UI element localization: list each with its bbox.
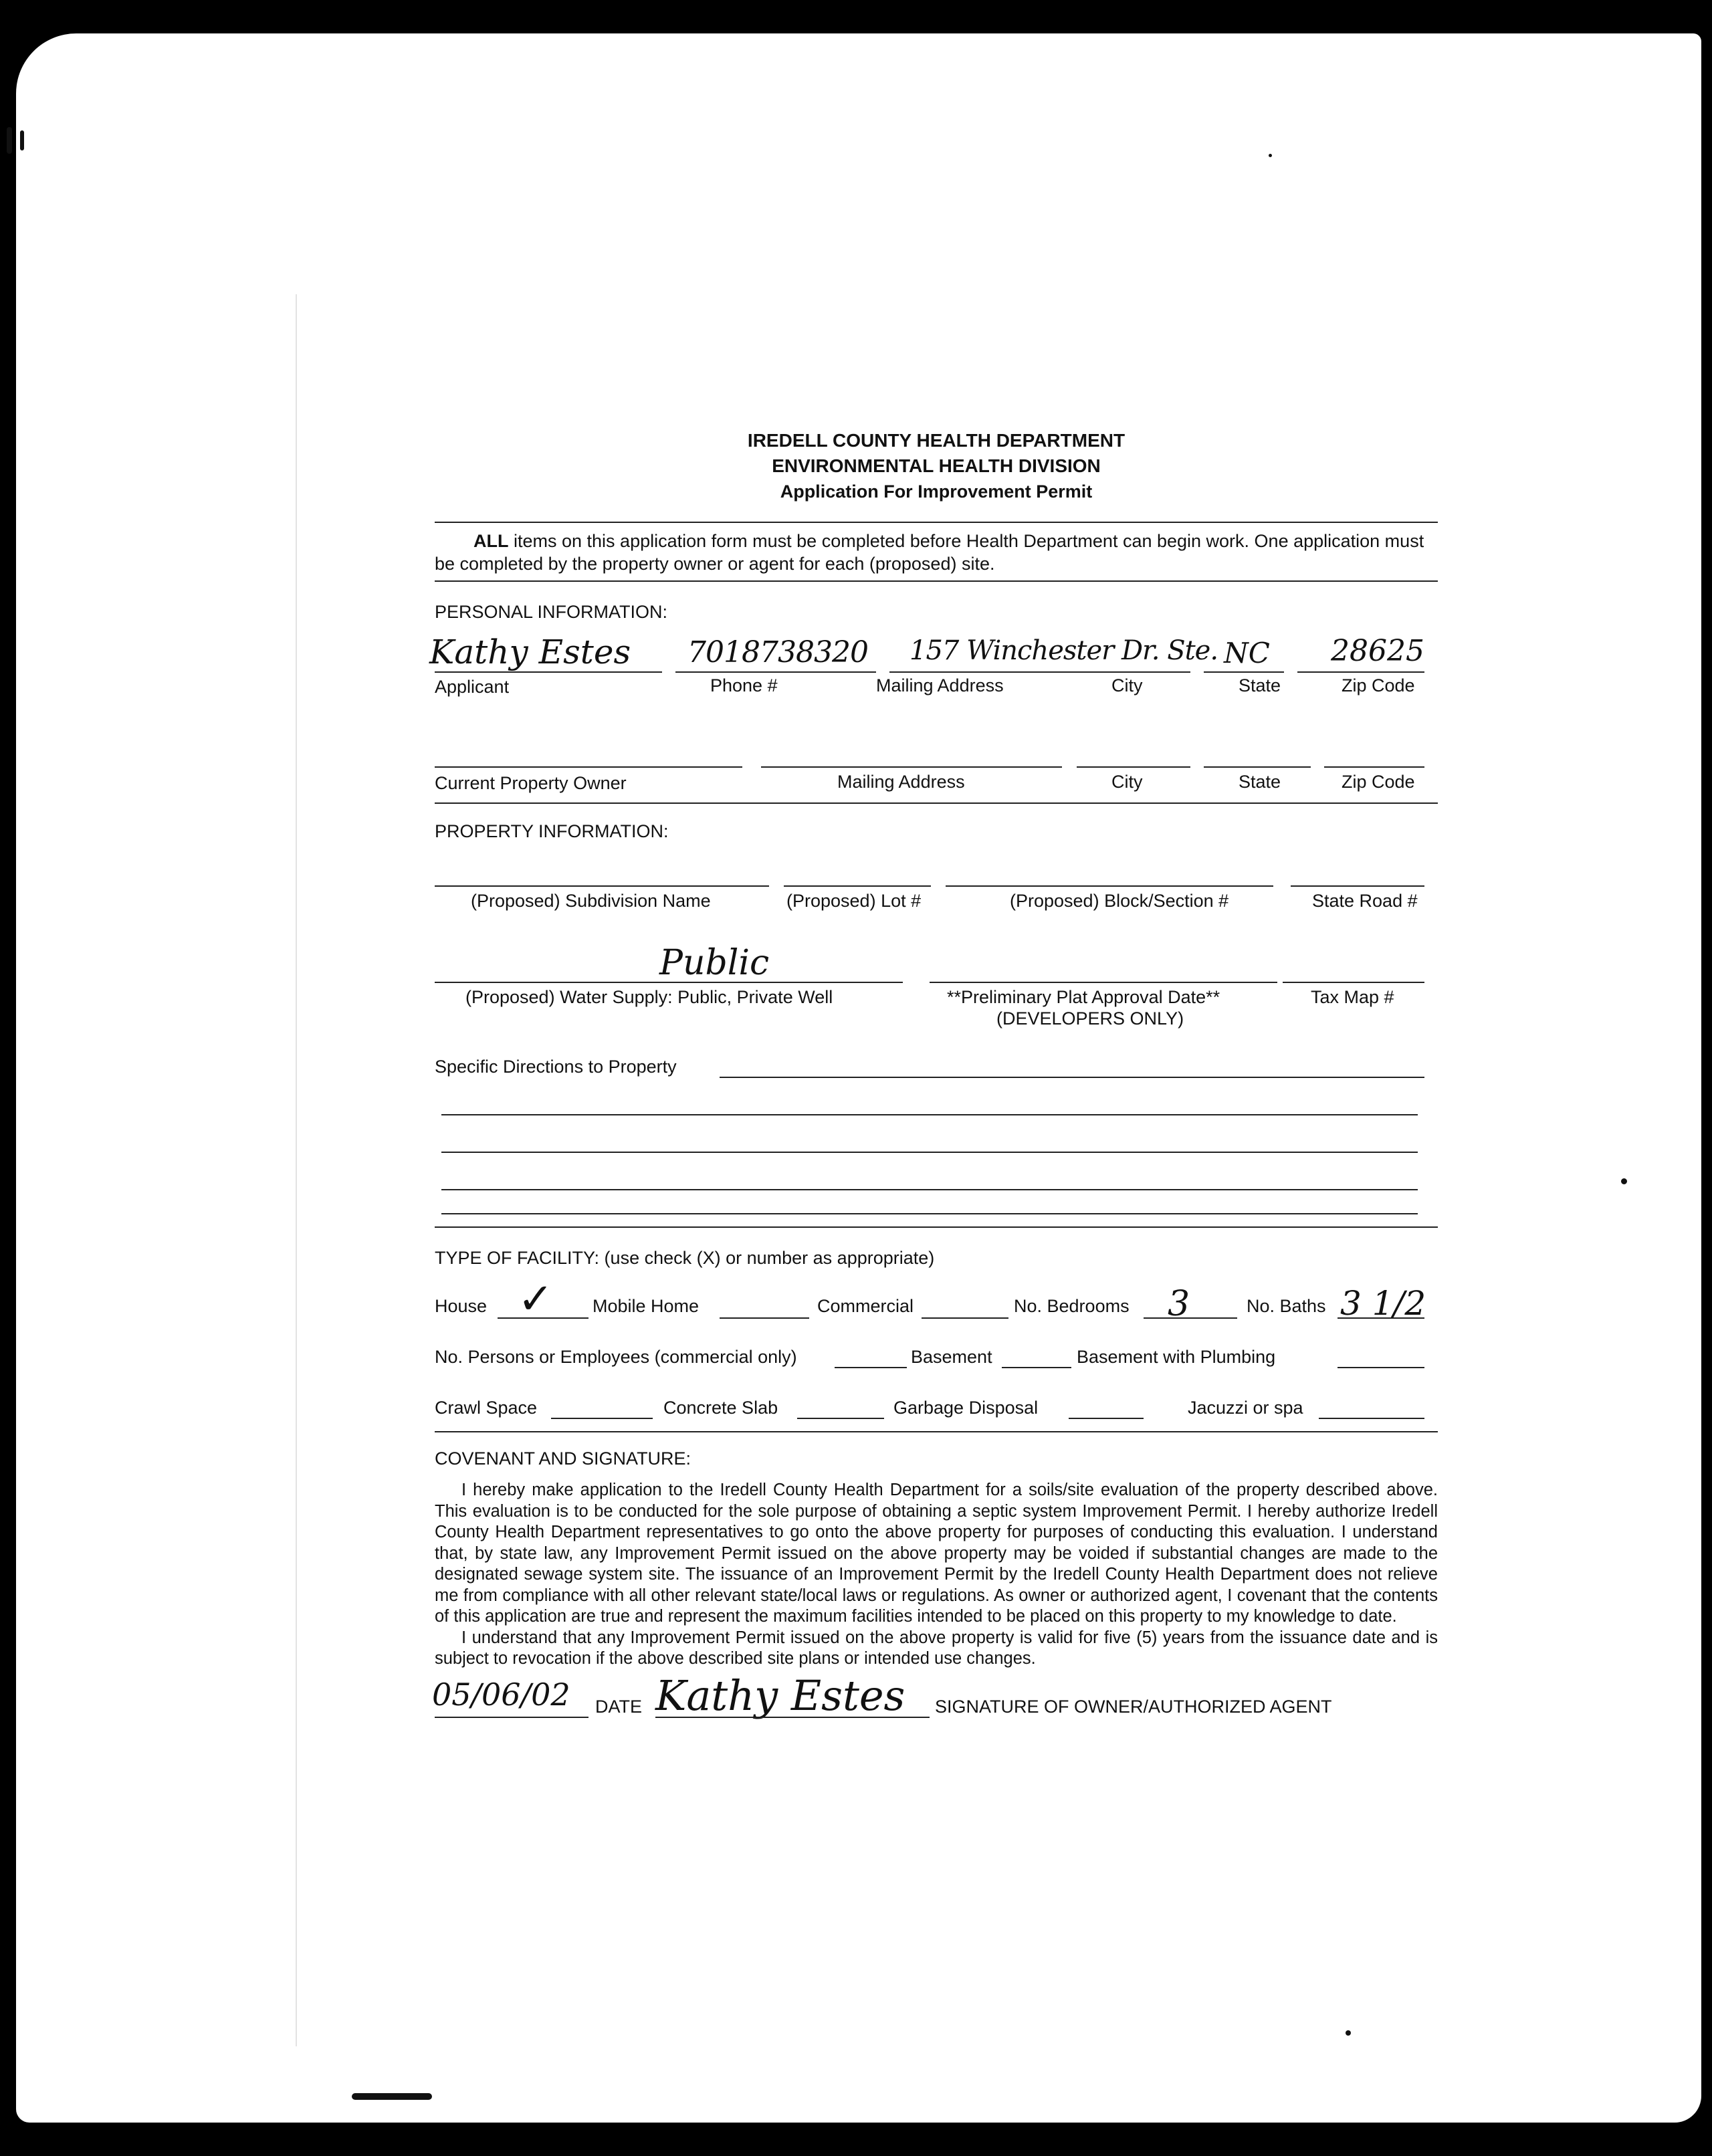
bedrooms-value: 3: [1168, 1284, 1190, 1324]
house-check-value: ✓: [518, 1275, 554, 1324]
state-line[interactable]: [1204, 671, 1284, 673]
owner-label: Current Property Owner: [435, 773, 627, 793]
form-title: Application For Improvement Permit: [780, 481, 1093, 502]
phone-line[interactable]: [675, 671, 876, 673]
personal-heading: PERSONAL INFORMATION:: [435, 602, 668, 622]
basement-field[interactable]: [1002, 1367, 1071, 1368]
owner-city-line[interactable]: [1077, 766, 1190, 768]
owner-zip-label: Zip Code: [1342, 772, 1415, 792]
state-label: State: [1239, 675, 1281, 695]
scan-speck: [1621, 1178, 1627, 1184]
commercial-field[interactable]: [922, 1317, 1008, 1319]
baths-label: No. Baths: [1247, 1296, 1326, 1316]
subdivision-line[interactable]: [435, 885, 769, 887]
lot-label: (Proposed) Lot #: [786, 891, 922, 911]
basement-plumbing-field[interactable]: [1338, 1367, 1424, 1368]
directions-line-3[interactable]: [441, 1152, 1418, 1153]
date-label: DATE: [595, 1696, 643, 1717]
mailing-line[interactable]: [889, 671, 1190, 673]
mobile-label: Mobile Home: [593, 1296, 700, 1316]
lot-line[interactable]: [784, 885, 931, 887]
disposal-label: Garbage Disposal: [893, 1398, 1039, 1418]
divider: [435, 1431, 1438, 1432]
phone-label: Phone #: [710, 675, 778, 695]
page-edge-shadow: [296, 294, 297, 2046]
zip-value: 28625: [1331, 634, 1424, 668]
facility-section: [435, 1228, 1438, 1428]
zip-line[interactable]: [1297, 671, 1424, 673]
bedrooms-field[interactable]: [1144, 1317, 1237, 1319]
owner-city-label: City: [1111, 772, 1143, 792]
commercial-label: Commercial: [817, 1296, 914, 1316]
jacuzzi-label: Jacuzzi or spa: [1188, 1398, 1303, 1418]
baths-value: 3 1/2: [1340, 1284, 1426, 1323]
owner-mailing-label: Mailing Address: [837, 772, 965, 792]
subdivision-label: (Proposed) Subdivision Name: [471, 891, 711, 911]
slab-label: Concrete Slab: [663, 1398, 778, 1418]
signature-value: Kathy Estes: [655, 1670, 905, 1720]
applicant-name-value: Kathy Estes: [429, 633, 631, 671]
house-label: House: [435, 1296, 488, 1316]
city-label: City: [1111, 675, 1143, 695]
mailing-value: 157 Winchester Dr. Ste.: [909, 635, 1218, 666]
covenant-paragraph-1: I hereby make application to the Iredell County Health Department for a soils/site evaluation of the property described above. This evaluation is to be conducted for the sole purpose of obtaining a septic system Improvement Permit. I hereby authorize Iredell County Health Department representatives to go onto the above property for purposes of conducting this evaluation. I understand that, by state law, any Improvement Permit issued on the above property may be voided if substantial changes are made to the designated sewage system site. The issuance of an Improvement Permit by the Iredell County Health Department does not relieve me from compliance with all other relevant state/local laws or regulations. As owner or authorized agent, I covenant that the contents of this application are true and represent the maximum facilities intended to be placed on this property to my knowledge to date.: [435, 1481, 1438, 1626]
zip-label: Zip Code: [1342, 675, 1415, 695]
applicant-name-line[interactable]: [435, 671, 662, 673]
owner-state-line[interactable]: [1204, 766, 1311, 768]
signature-field[interactable]: [655, 1717, 930, 1718]
plat-label: **Preliminary Plat Approval Date**: [947, 987, 1220, 1007]
persons-label: No. Persons or Employees (commercial only): [435, 1347, 797, 1367]
taxmap-line[interactable]: [1283, 982, 1424, 983]
scan-speck: [1269, 154, 1272, 157]
covenant-heading: COVENANT AND SIGNATURE:: [435, 1448, 691, 1469]
facility-heading: TYPE OF FACILITY: (use check (X) or number as appropriate): [435, 1248, 935, 1268]
instructions: [435, 530, 1438, 575]
instructions-lead: ALL: [473, 531, 509, 551]
scan-speck: [7, 127, 12, 154]
persons-field[interactable]: [835, 1367, 907, 1368]
basement-plumbing-label: Basement with Plumbing: [1077, 1347, 1276, 1367]
scan-speck: [1346, 2030, 1351, 2036]
personal-section: [429, 582, 1438, 776]
directions-label: Specific Directions to Property: [435, 1057, 677, 1077]
crawl-field[interactable]: [551, 1418, 653, 1419]
owner-labels: [435, 772, 1438, 816]
plat-line[interactable]: [930, 982, 1277, 983]
road-label: State Road #: [1312, 891, 1418, 911]
directions-line-5[interactable]: [441, 1213, 1418, 1214]
owner-name-line[interactable]: [435, 766, 742, 768]
phone-value: 7018738320: [687, 635, 868, 669]
divider: [435, 802, 1438, 804]
directions-line-4[interactable]: [441, 1189, 1418, 1190]
property-section: [435, 816, 1438, 1043]
disposal-field[interactable]: [1069, 1418, 1144, 1419]
taxmap-label: Tax Map #: [1311, 987, 1394, 1007]
directions-line-1[interactable]: [720, 1077, 1424, 1078]
covenant-text: [435, 1480, 1438, 1670]
mobile-field[interactable]: [720, 1317, 809, 1319]
scan-speck: [352, 2093, 432, 2100]
directions-section: [435, 1043, 1438, 1224]
block-line[interactable]: [946, 885, 1273, 887]
directions-line-2[interactable]: [441, 1114, 1418, 1115]
scan-speck: [20, 130, 24, 150]
department-title: IREDELL COUNTY HEALTH DEPARTMENT: [747, 430, 1126, 451]
applicant-label: Applicant: [435, 677, 510, 697]
water-value: Public: [659, 943, 770, 983]
owner-state-label: State: [1239, 772, 1281, 792]
water-label: (Proposed) Water Supply: Public, Private Well: [465, 987, 833, 1007]
basement-label: Basement: [911, 1347, 992, 1367]
jacuzzi-field[interactable]: [1319, 1418, 1424, 1419]
date-field[interactable]: [435, 1717, 588, 1718]
road-line[interactable]: [1291, 885, 1424, 887]
crawl-label: Crawl Space: [435, 1398, 538, 1418]
signature-row: [432, 1670, 1438, 1750]
plat-sublabel: (DEVELOPERS ONLY): [996, 1008, 1184, 1029]
covenant-paragraph-2: I understand that any Improvement Permit issued on the above property is valid for five (5) years from the issuance date and is subject to revocation if the above described site plans or intended use changes.: [435, 1628, 1438, 1668]
instructions-text: items on this application form must be completed before Health Department can begin work. One application must be completed by the property owner or agent for each (proposed) site.: [435, 531, 1424, 574]
division-title: ENVIRONMENTAL HEALTH DIVISION: [772, 455, 1101, 476]
property-heading: PROPERTY INFORMATION:: [435, 821, 669, 841]
date-value: 05/06/02: [432, 1676, 570, 1713]
divider: [435, 522, 1438, 523]
state-value: NC: [1224, 637, 1270, 669]
water-line[interactable]: [435, 982, 903, 983]
owner-mailing-line[interactable]: [761, 766, 1062, 768]
block-label: (Proposed) Block/Section #: [1010, 891, 1229, 911]
slab-field[interactable]: [797, 1418, 884, 1419]
owner-zip-line[interactable]: [1324, 766, 1424, 768]
mailing-label: Mailing Address: [876, 675, 1004, 695]
application-form: [429, 428, 1438, 1750]
bedrooms-label: No. Bedrooms: [1014, 1296, 1130, 1316]
signature-label: SIGNATURE OF OWNER/AUTHORIZED AGENT: [935, 1696, 1332, 1717]
